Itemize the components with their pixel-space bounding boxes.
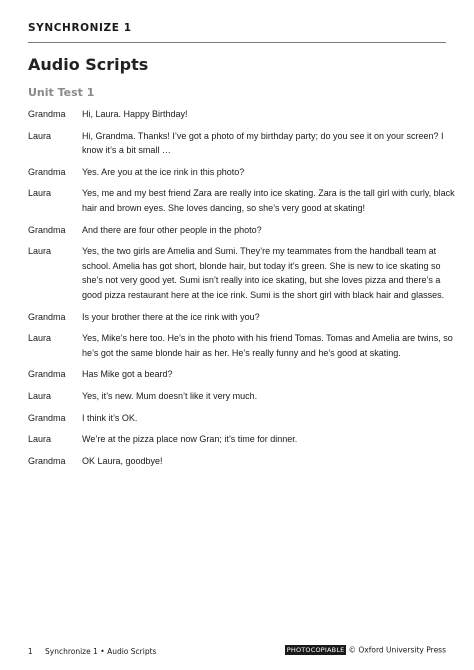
- dialogue-line: [28, 454, 458, 469]
- dialogue-text: Yes, it’s new. Mum doesn’t like it very much.: [82, 390, 258, 401]
- footer-title: Synchronize 1 • Audio Scripts: [45, 647, 157, 656]
- dialogue-text: We’re at the pizza place now Gran; it’s time for dinner.: [82, 434, 298, 445]
- page-subtitle: Unit Test 1: [28, 86, 95, 99]
- dialogue-text: Is your brother there at the ice rink with you?: [82, 311, 260, 322]
- page-title: Audio Scripts: [28, 55, 149, 74]
- brand-logo: SYNCHRONIZE 1: [28, 22, 132, 34]
- publisher-credit: © Oxford University Press: [348, 645, 446, 655]
- speaker-name: Grandma: [28, 109, 66, 119]
- dialogue-text: Yes, the two girls are Amelia and Sumi. They’re my teammates from the handball team at school. Amelia has got short, blonde hair, but today it’s green. She is new to ice skating so she’s not very good yet. Sumi isn’t really into ice skating, but she loves pizza and there’s a good pizza restaurant here at the ice rink. Sumi is the short girl with black hair and glasses.: [82, 246, 445, 300]
- speaker-name: Laura: [28, 434, 52, 445]
- speaker-name: Laura: [28, 188, 52, 199]
- dialogue-text: Hi, Laura. Happy Birthday!: [82, 109, 188, 119]
- speaker-name: Grandma: [28, 311, 66, 322]
- dialogue-line: [28, 432, 458, 447]
- dialogue-text: Yes, me and my best friend Zara are really into ice skating. Zara is the tall girl with curly, black hair and brown eyes. She loves dancing, so she’s very good at skating!: [82, 188, 455, 213]
- photocopiable-badge: PHOTOCOPIABLE: [286, 646, 345, 654]
- speaker-name: Grandma: [28, 224, 66, 235]
- speaker-name: Laura: [28, 333, 52, 344]
- dialogue-line: [28, 389, 458, 404]
- page-header: [28, 21, 446, 45]
- speaker-name: Grandma: [28, 455, 66, 466]
- dialogue-text: Has Mike got a beard?: [82, 369, 173, 380]
- dialogue-text: And there are four other people in the photo?: [82, 224, 262, 235]
- header-rule: [28, 42, 446, 43]
- speaker-name: Grandma: [28, 166, 66, 177]
- audio-script: [28, 107, 458, 475]
- dialogue-text: Yes. Are you at the ice rink in this photo?: [82, 166, 245, 177]
- dialogue-line: [28, 129, 458, 158]
- dialogue-line: [28, 186, 458, 215]
- speaker-name: Laura: [28, 130, 52, 141]
- footer-credit: [285, 645, 446, 655]
- page-number: 1: [28, 647, 33, 656]
- dialogue-text: I think it’s OK.: [82, 412, 138, 423]
- dialogue-line: [28, 310, 458, 325]
- speaker-name: Laura: [28, 390, 52, 401]
- dialogue-line: [28, 244, 458, 302]
- dialogue-line: [28, 107, 458, 122]
- dialogue-text: Yes, Mike’s here too. He’s in the photo with his friend Tomas. Tomas and Amelia are twins, so he’s got the same blonde hair as her. He’s really funny and he’s good at skating.: [82, 333, 453, 358]
- dialogue-text: OK Laura, goodbye!: [82, 455, 163, 466]
- speaker-name: Grandma: [28, 412, 66, 423]
- speaker-name: Laura: [28, 246, 52, 257]
- dialogue-line: [28, 331, 458, 360]
- page-footer: [28, 645, 446, 659]
- dialogue-line: [28, 223, 458, 238]
- dialogue-line: [28, 411, 458, 426]
- dialogue-line: [28, 165, 458, 180]
- dialogue-text: Hi, Grandma. Thanks! I’ve got a photo of my birthday party; do you see it on your screen? I know it’s a bit small …: [82, 130, 444, 156]
- speaker-name: Grandma: [28, 369, 66, 380]
- dialogue-line: [28, 367, 458, 382]
